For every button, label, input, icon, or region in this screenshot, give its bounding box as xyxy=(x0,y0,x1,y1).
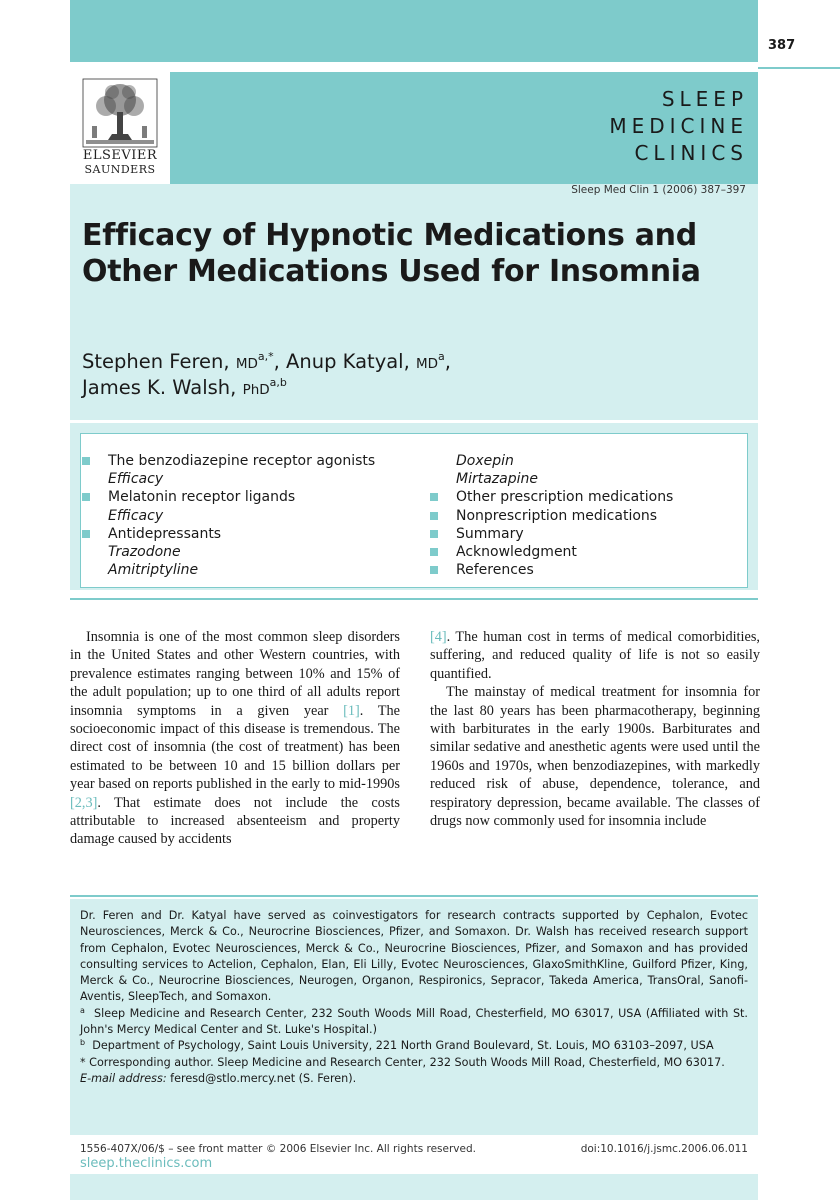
affiliation-text: Department of Psychology, Saint Louis University, 221 North Grand Boulevard, St. Louis, MO 63103–2097, USA xyxy=(92,1039,714,1053)
outline-item-label: Acknowledgment xyxy=(456,543,577,560)
email-label: E-mail address: xyxy=(80,1071,167,1085)
journal-name xyxy=(609,86,748,167)
body-text: Insomnia is one of the most common sleep disorders in the United States and other Western countries, with prevalence estimates ranging between 10% and 15% of the adult population; up to one third of all adults report insomnia symptoms in a given year xyxy=(70,629,400,719)
outline-item-label: Antidepressants xyxy=(108,525,222,542)
body-paragraph xyxy=(430,628,760,683)
journal-name-line1: SLEEP xyxy=(661,87,748,111)
outline-subitem[interactable] xyxy=(81,561,421,579)
elsevier-tree-icon xyxy=(82,78,158,148)
outline-subitem[interactable] xyxy=(81,470,421,488)
outline-item-label: Efficacy xyxy=(108,507,164,524)
outline-item[interactable] xyxy=(429,561,749,579)
reference-link[interactable]: [4] xyxy=(430,629,447,645)
square-bullet-icon xyxy=(82,530,90,538)
outline-item-label: The benzodiazepine receptor agonists xyxy=(108,453,376,469)
body-text: . That estimate does not include the costs attributable to increased absenteeism and property damage caused by accidents xyxy=(70,794,400,848)
affiliation-a xyxy=(80,1006,748,1039)
outline-item[interactable] xyxy=(81,452,421,470)
footnote-divider xyxy=(70,895,758,897)
square-bullet-icon xyxy=(430,493,438,501)
journal-name-line2: MEDICINE xyxy=(609,114,748,138)
article-title: Efficacy of Hypnotic Medications and Other Medications Used for Insomnia xyxy=(82,218,701,289)
affiliation-mark: b xyxy=(80,1038,86,1048)
outline-panel xyxy=(80,433,748,588)
header-top-band xyxy=(70,0,758,62)
outline-item[interactable] xyxy=(81,525,421,543)
footnotes xyxy=(80,908,748,1087)
footer-band xyxy=(70,1174,758,1200)
body-paragraph xyxy=(70,628,400,849)
page-number: 387 xyxy=(768,38,796,53)
publisher-imprint: SAUNDERS xyxy=(84,163,156,176)
reference-link[interactable]: [1] xyxy=(343,702,360,719)
author-separator: , xyxy=(273,350,287,373)
outline-item[interactable] xyxy=(429,488,749,506)
outline-column-right xyxy=(429,452,749,579)
journal-name-line3: CLINICS xyxy=(634,141,748,165)
author-name: James K. Walsh, xyxy=(82,376,243,399)
body-text: . The human cost in terms of medical comorbidities, suffering, and reduced quality of life is not so easily quantified. xyxy=(430,629,760,682)
author-affiliation-mark: a xyxy=(438,350,445,363)
square-bullet-icon xyxy=(430,530,438,538)
square-bullet-icon xyxy=(430,566,438,574)
affiliation-text: Sleep Medicine and Research Center, 232 South Woods Mill Road, Chesterfield, MO 63017, USA (Affiliated with St. John's Mercy Medical Center and St. Luke's Hospital.) xyxy=(80,1006,748,1037)
outline-subitem[interactable] xyxy=(429,452,749,470)
affiliation-mark: a xyxy=(80,1005,85,1015)
outline-item-label: Melatonin receptor ligands xyxy=(108,489,296,506)
author-degree: MD xyxy=(416,356,439,372)
author-degree: PhD xyxy=(242,382,270,398)
email-note xyxy=(80,1071,748,1087)
square-bullet-icon xyxy=(82,457,90,465)
outline-column-left xyxy=(81,452,421,579)
outline-item-label: Trazodone xyxy=(108,543,181,560)
outline-item[interactable] xyxy=(429,507,749,525)
outline-subitem[interactable] xyxy=(429,470,749,488)
title-panel xyxy=(70,184,758,420)
outline-item[interactable] xyxy=(429,543,749,561)
body-column-right xyxy=(430,628,760,830)
disclosure-note: Dr. Feren and Dr. Katyal have served as coinvestigators for research contracts supported by Cephalon, Evotec Neurosciences, Merck & Co., Neurocrine Biosciences, Pfizer, and Somaxon. Dr. Walsh has received research support from Cephalon, Evotec Neurosciences, Merck & Co., Neurocrine Biosciences, Pfizer, and Somaxon and has provided consulting services to Actelion, Cephalon, Elan, Eli Lilly, Evotec Neurosciences, GlaxoSmithKline, Guilford Pfizer, King, Merck & Co., Neurocrine Biosciences, Neurogen, Organon, Respironics, Sepracor, Takeda America, TransOral, Sanofi-Aventis, SleepTech, and Somaxon. xyxy=(80,909,748,1004)
outline-subitem[interactable] xyxy=(81,543,421,561)
page-number-rule xyxy=(758,67,840,69)
outline-item-label: Mirtazapine xyxy=(456,471,538,488)
square-bullet-icon xyxy=(430,512,438,520)
outline-item-label: Other prescription medications xyxy=(456,489,674,506)
outline-subitem[interactable] xyxy=(81,507,421,525)
author-name: Anup Katyal, xyxy=(286,350,416,373)
reference-link[interactable]: [2,3] xyxy=(70,794,98,811)
square-bullet-icon xyxy=(430,548,438,556)
email-address[interactable]: feresd@stlo.mercy.net (S. Feren). xyxy=(170,1071,357,1085)
corresponding-author-note: * Corresponding author. Sleep Medicine and Research Center, 232 South Woods Mill Road, Chesterfield, MO 63017. xyxy=(80,1055,725,1069)
journal-website-link[interactable]: sleep.theclinics.com xyxy=(80,1156,213,1171)
outline-item-label: Summary xyxy=(456,525,524,542)
outline-item[interactable] xyxy=(81,488,421,506)
outline-item-label: Doxepin xyxy=(456,453,514,469)
author-affiliation-mark: a,* xyxy=(257,350,274,363)
outline-item-label: Nonprescription medications xyxy=(456,507,658,524)
publisher-logo xyxy=(70,72,170,184)
doi[interactable]: doi:10.1016/j.jsmc.2006.06.011 xyxy=(580,1143,748,1155)
article-outline xyxy=(70,423,758,590)
author-degree: MD xyxy=(235,356,258,372)
section-divider xyxy=(70,598,758,600)
body-text: . The socioeconomic impact of this disease is tremendous. The direct cost of insomnia (the cost of treatment) has been estimated to be between 10 and 15 billion dollars per year based on reports published in the early to mid-1990s xyxy=(70,702,401,793)
square-bullet-icon xyxy=(82,493,90,501)
body-column-left xyxy=(70,628,400,849)
author-name: Stephen Feren, xyxy=(82,350,236,373)
author-affiliation-mark: a,b xyxy=(269,376,287,389)
issn-copyright: 1556-407X/06/$ – see front matter © 2006 Elsevier Inc. All rights reserved. xyxy=(80,1143,476,1155)
outline-item-label: References xyxy=(456,562,534,579)
author-list xyxy=(82,350,742,402)
author-separator: , xyxy=(444,350,451,373)
outline-item-label: Efficacy xyxy=(108,471,164,488)
affiliation-b xyxy=(80,1038,748,1054)
journal-citation: Sleep Med Clin 1 (2006) 387–397 xyxy=(571,184,746,196)
publisher-name: ELSEVIER xyxy=(82,148,158,163)
body-paragraph: The mainstay of medical treatment for insomnia for the last 80 years has been pharmacotherapy, beginning with barbiturates in the early 1900s. Barbiturates and similar sedative and anesthetic agents were used until the 1960s and 1970s, when benzodiazepines, with markedly reduced risk of abuse, dependence, tolerance, and respiratory depression, became available. The classes of drugs now commonly used for insomnia include xyxy=(430,684,760,830)
outline-item[interactable] xyxy=(429,525,749,543)
outline-item-label: Amitriptyline xyxy=(108,562,199,579)
journal-header xyxy=(170,72,758,184)
